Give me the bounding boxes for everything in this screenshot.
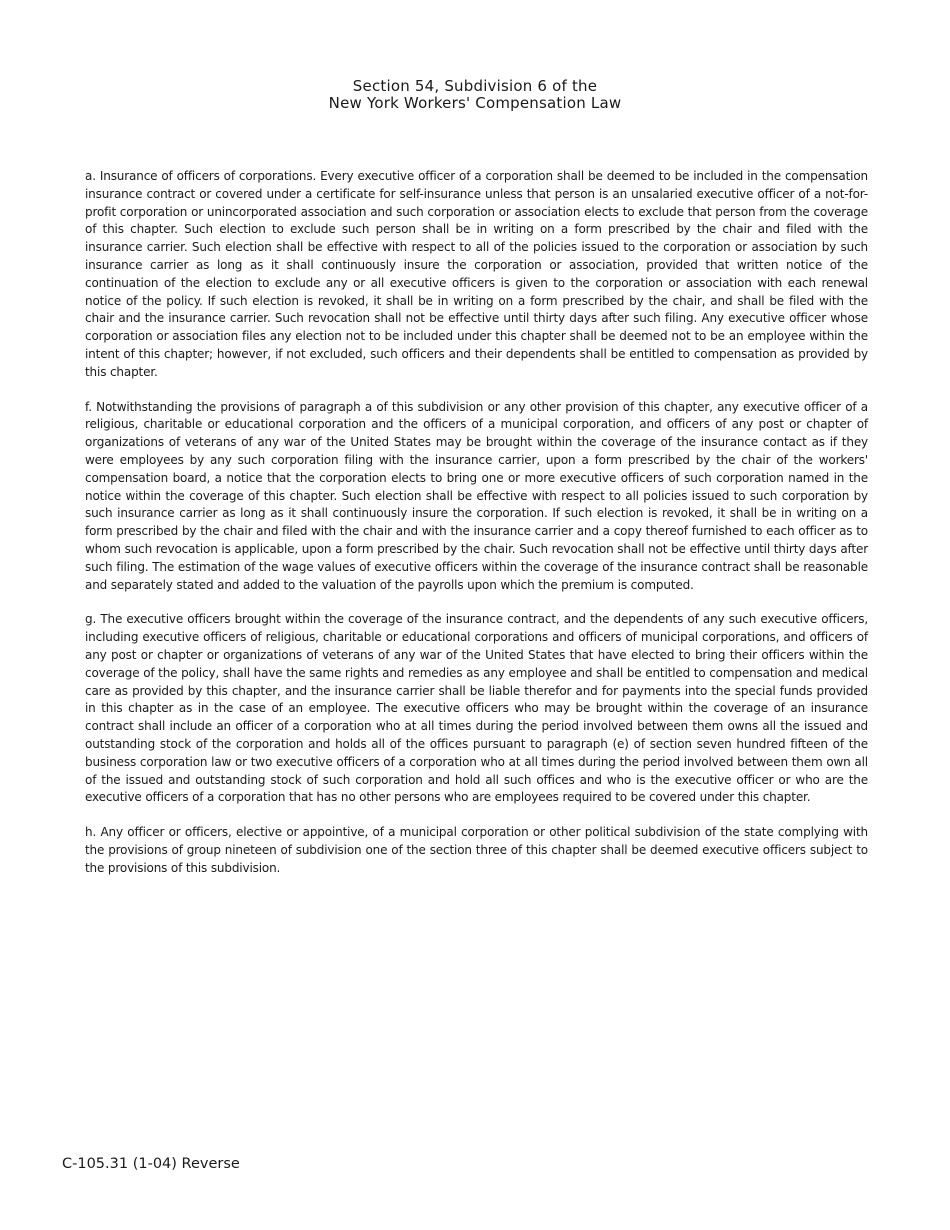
form-code-footer: C-105.31 (1-04) Reverse [62,1156,240,1172]
paragraph-h: h. Any officer or officers, elective or appointive, of a municipal corporation or other political subdivision of the state complying with the provisions of group nineteen of subdivision one of the section three of this chapter shall be deemed executive officers subject to the provisions of this subdivision. [85,825,868,875]
paragraph-a: a. Insurance of officers of corporations. Every executive officer of a corporation shall be deemed to be included in the compensation insurance contract or covered under a certificate for self-insurance unless that person is an unsalaried executive officer of a not-for-profit corporation or unincorporated association and such corporation or association elects to exclude that person from the coverage of this chapter. Such election to exclude such person shall be in writing on a form prescribed by the chair and filed with the insurance carrier. Such election shall be effective with respect to all of the policies issued to the corporation or association by such insurance carrier as long as it shall continuously insure the corporation or association, provided that written notice of the continuation of the election to exclude any or all executive officers is given to the corporation or association with each renewal notice of the policy. If such election is revoked, it shall be in writing on a form prescribed by the chair, and shall be filed with the chair and the insurance carrier. Such revocation shall not be effective until thirty days after such filing. Any executive officer whose corporation or association files any election not to be included under this chapter shall be deemed not to be an employee within the intent of this chapter; however, if not excluded, such officers and their dependents shall be entitled to compensation as provided by this chapter. [85,169,868,379]
paragraph-f: f. Notwithstanding the provisions of paragraph a of this subdivision or any other provision of this chapter, any executive officer of a religious, charitable or educational corporation and the officers of a municipal corporation, and officers of any post or chapter of organizations of veterans of any war of the United States may be brought within the coverage of the insurance contact as if they were employees by any such corporation filing with the insurance carrier, upon a form prescribed by the chair of the workers' compensation board, a notice that the corporation elects to bring one or more executive officers of such corporation named in the notice within the coverage of this chapter. Such election shall be effective with respect to all policies issued to such corporation by such insurance carrier as long as it shall continuously insure the corporation. If such election is revoked, it shall be in writing on a form prescribed by the chair and filed with the chair and with the insurance carrier and a copy thereof furnished to each officer as to whom such revocation is applicable, upon a form prescribed by the chair. Such revocation shall not be effective until thirty days after such filing. The estimation of the wage values of executive officers within the coverage of the insurance contract shall be reasonable and separately stated and added to the valuation of the payrolls upon which the premium is computed. [85,399,868,592]
paragraph-g: g. The executive officers brought within the coverage of the insurance contract, and the dependents of any such executive officers, including executive officers of religious, charitable or educational corporations and officers of municipal corporations, and officers of any post or chapter or organizations of veterans of any war of the United States that have elected to bring their officers within the coverage of the policy, shall have the same rights and remedies as any employee and shall be entitled to compensation and medical care as provided by this chapter, and the insurance carrier shall be liable therefor and for payments into the special funds provided in this chapter as in the case of an employee. The executive officers who may be brought within the coverage of an insurance contract shall include an officer of a corporation who at all times during the period involved between them owns all the issued and outstanding stock of the corporation and holds all of the offices pursuant to paragraph (e) of section seven hundred fifteen of the business corporation law or two executive officers of a corporation who at all times during the period involved between them own all of the issued and outstanding stock of such corporation and hold all such offices and who is the executive officer or who are the executive officers of a corporation that has no other persons who are employees required to be covered under this chapter. [85,612,868,805]
law-text-body [85,168,868,894]
title-line-1: Section 54, Subdivision 6 of the [352,77,598,95]
page-title [0,78,950,112]
title-line-2: New York Workers' Compensation Law [328,94,622,112]
